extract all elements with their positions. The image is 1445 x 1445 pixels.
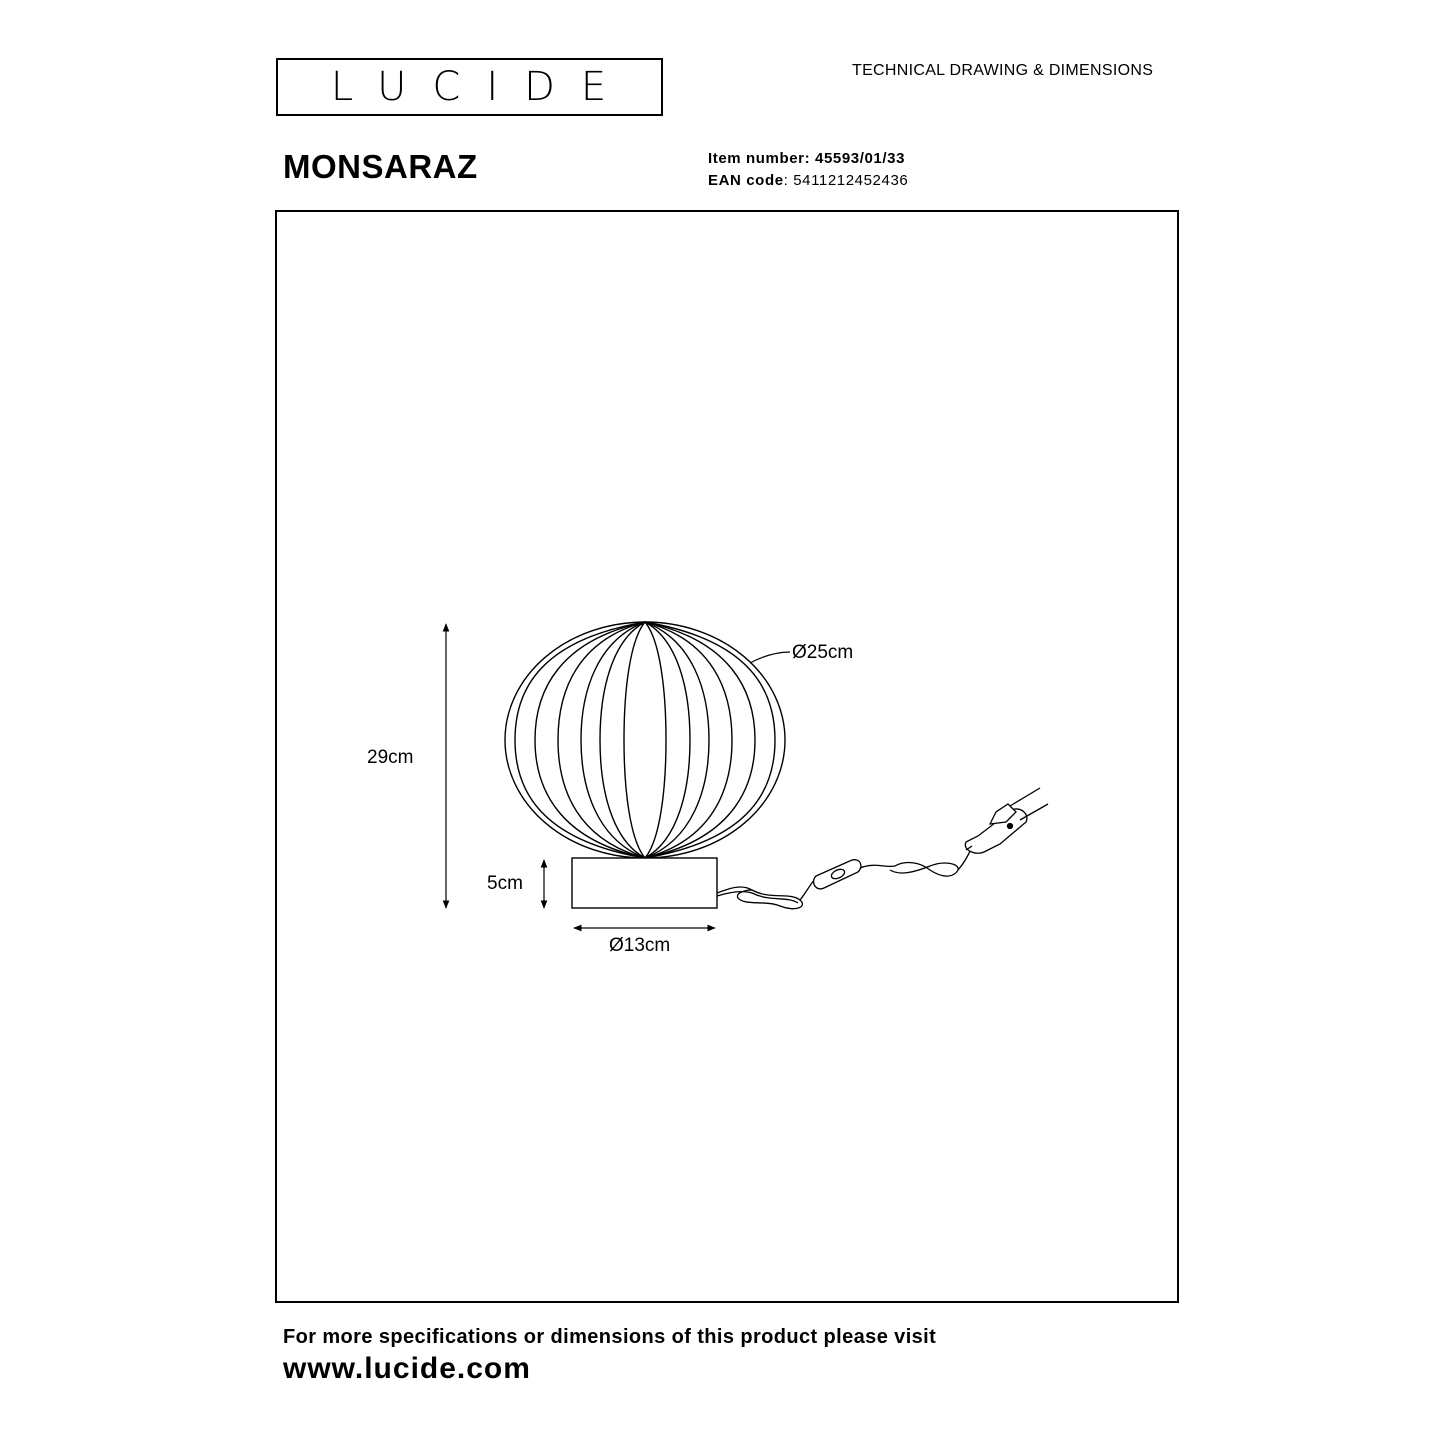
item-number-value: 45593/01/33 (815, 150, 906, 167)
total-height-label: 29cm (367, 747, 414, 768)
document-title: TECHNICAL DRAWING & DIMENSIONS (852, 62, 1154, 79)
shade-diameter-label: Ø25cm (792, 642, 854, 663)
lamp-base (572, 858, 717, 908)
footer-note: For more specifications or dimensions of this product please visit (283, 1326, 937, 1348)
base-height-label: 5cm (487, 873, 523, 894)
inline-switch (814, 860, 861, 889)
plug-icon (965, 788, 1048, 853)
base-diameter-label: Ø13cm (609, 935, 671, 956)
footer-url-link[interactable]: www.lucide.com (283, 1352, 531, 1385)
shade-diameter-leader (750, 652, 790, 663)
logo-text: LUCIDE (330, 64, 633, 110)
item-number-label: Item number: (708, 150, 811, 167)
ean-value: : 5411212452436 (783, 172, 909, 189)
lamp-shade (505, 622, 785, 858)
product-name: MONSARAZ (283, 148, 478, 185)
ean-label: EAN code (708, 172, 784, 189)
